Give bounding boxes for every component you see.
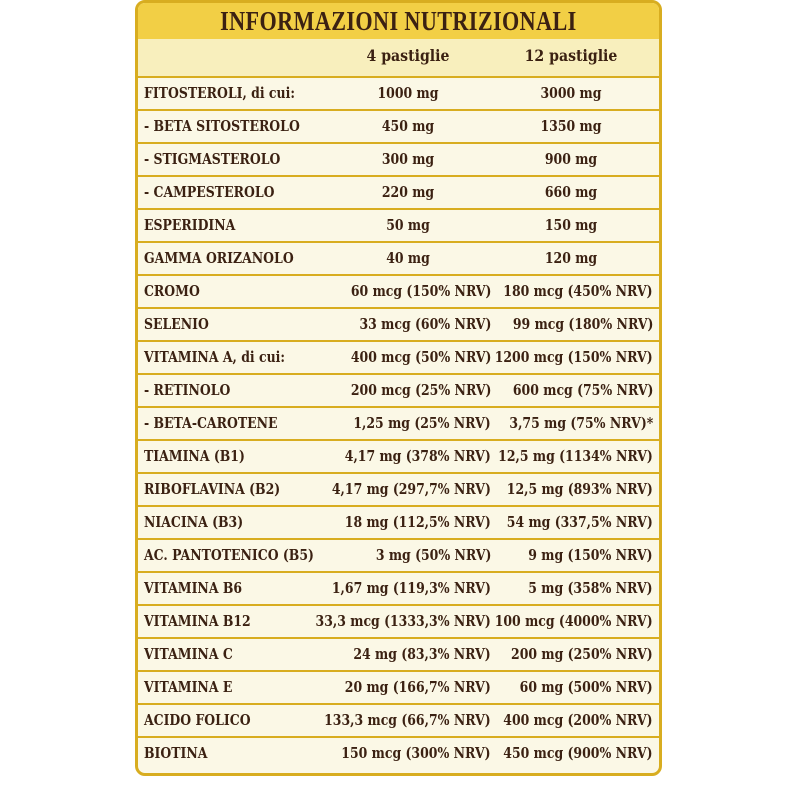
- table-row: [138, 573, 659, 606]
- value-4-pastiglie: 1,25 mg (25% NRV): [353, 415, 491, 432]
- value-4-pastiglie: 3 mg (50% NRV): [375, 547, 491, 564]
- value-12-pastiglie: 1200 mcg (150% NRV): [495, 349, 653, 366]
- value-12-pastiglie: 660 mg: [544, 184, 598, 201]
- value-12-pastiglie: 900 mg: [544, 151, 598, 168]
- value-12-pastiglie: 12,5 mg (1134% NRV): [498, 448, 653, 465]
- value-4-pastiglie: 1,67 mg (119,3% NRV): [331, 580, 491, 597]
- value-12-pastiglie: 60 mg (500% NRV): [520, 679, 653, 696]
- value-12-pastiglie: 450 mcg (900% NRV): [503, 745, 653, 762]
- value-4-pastiglie: 18 mg (112,5% NRV): [345, 514, 491, 531]
- nutrient-name: RIBOFLAVINA (B2): [144, 481, 281, 498]
- panel-title-text: INFORMAZIONI NUTRIZIONALI: [220, 5, 577, 36]
- value-12-pastiglie: 400 mcg (200% NRV): [503, 712, 653, 729]
- table-row: [138, 672, 659, 705]
- value-12-pastiglie: 54 mg (337,5% NRV): [507, 514, 653, 531]
- table-row: [138, 639, 659, 672]
- table-row: [138, 210, 659, 243]
- value-12-pastiglie: 3000 mg: [540, 85, 602, 102]
- table-row: [138, 243, 659, 276]
- nutrient-name: TIAMINA (B1): [144, 448, 245, 465]
- table-row: [138, 441, 659, 474]
- value-4-pastiglie: 60 mcg (150% NRV): [350, 283, 491, 300]
- nutrition-panel: [135, 0, 662, 776]
- table-row: [138, 408, 659, 441]
- value-12-pastiglie: 180 mcg (450% NRV): [503, 283, 653, 300]
- value-12-pastiglie: 3,75 mg (75% NRV)*: [509, 415, 653, 432]
- nutrient-name: - RETINOLO: [144, 382, 231, 399]
- value-12-pastiglie: 200 mg (250% NRV): [511, 646, 653, 663]
- nutrient-name: SELENIO: [144, 316, 209, 333]
- value-4-pastiglie: 150 mcg (300% NRV): [341, 745, 491, 762]
- column-header-12-pastiglie: 12 pastiglie: [524, 46, 618, 65]
- value-12-pastiglie: 12,5 mg (893% NRV): [507, 481, 653, 498]
- nutrient-name: AC. PANTOTENICO (B5): [144, 547, 314, 564]
- table-row: [138, 738, 659, 771]
- value-4-pastiglie: 20 mg (166,7% NRV): [345, 679, 491, 696]
- value-12-pastiglie: 600 mcg (75% NRV): [512, 382, 653, 399]
- nutrient-name: CROMO: [144, 283, 200, 300]
- nutrient-name: VITAMINA C: [144, 646, 233, 663]
- value-4-pastiglie: 200 mcg (25% NRV): [350, 382, 491, 399]
- value-4-pastiglie: 1000 mg: [377, 85, 439, 102]
- value-12-pastiglie: 5 mg (358% NRV): [528, 580, 653, 597]
- value-12-pastiglie: 99 mcg (180% NRV): [512, 316, 653, 333]
- nutrient-name: BIOTINA: [144, 745, 208, 762]
- value-4-pastiglie: 50 mg: [386, 217, 430, 234]
- value-4-pastiglie: 33 mcg (60% NRV): [359, 316, 491, 333]
- value-4-pastiglie: 450 mg: [381, 118, 435, 135]
- nutrient-name: VITAMINA E: [144, 679, 233, 696]
- table-row: [138, 342, 659, 375]
- value-4-pastiglie: 4,17 mg (378% NRV): [345, 448, 491, 465]
- panel-title: [138, 3, 659, 39]
- table-row: [138, 540, 659, 573]
- nutrient-name: VITAMINA B6: [144, 580, 243, 597]
- value-4-pastiglie: 220 mg: [381, 184, 435, 201]
- value-4-pastiglie: 40 mg: [386, 250, 430, 267]
- table-row: [138, 309, 659, 342]
- table-row: [138, 375, 659, 408]
- nutrient-name: - BETA SITOSTEROLO: [144, 118, 300, 135]
- column-header-4-pastiglie: 4 pastiglie: [366, 46, 450, 65]
- nutrient-name: ESPERIDINA: [144, 217, 236, 234]
- value-4-pastiglie: 400 mcg (50% NRV): [350, 349, 491, 366]
- value-4-pastiglie: 133,3 mcg (66,7% NRV): [324, 712, 491, 729]
- nutrient-name: - STIGMASTEROLO: [144, 151, 281, 168]
- table-row: [138, 78, 659, 111]
- table-row: [138, 474, 659, 507]
- table-row: [138, 276, 659, 309]
- value-12-pastiglie: 150 mg: [544, 217, 598, 234]
- value-4-pastiglie: 300 mg: [381, 151, 435, 168]
- value-4-pastiglie: 4,17 mg (297,7% NRV): [331, 481, 491, 498]
- value-12-pastiglie: 9 mg (150% NRV): [528, 547, 653, 564]
- table-row: [138, 177, 659, 210]
- nutrient-name: NIACINA (B3): [144, 514, 244, 531]
- value-12-pastiglie: 120 mg: [544, 250, 598, 267]
- table-row: [138, 606, 659, 639]
- value-4-pastiglie: 33,3 mcg (1333,3% NRV): [315, 613, 491, 630]
- value-4-pastiglie: 24 mg (83,3% NRV): [353, 646, 491, 663]
- table-row: [138, 705, 659, 738]
- nutrient-name: VITAMINA A, di cui:: [144, 349, 285, 366]
- table-row: [138, 111, 659, 144]
- nutrient-name: GAMMA ORIZANOLO: [144, 250, 294, 267]
- nutrient-name: VITAMINA B12: [144, 613, 251, 630]
- nutrient-name: - BETA-CAROTENE: [144, 415, 278, 432]
- nutrient-name: - CAMPESTEROLO: [144, 184, 275, 201]
- nutrient-name: FITOSTEROLI, di cui:: [144, 85, 295, 102]
- nutrient-name: ACIDO FOLICO: [144, 712, 251, 729]
- table-row: [138, 507, 659, 540]
- column-header: [138, 39, 659, 78]
- value-12-pastiglie: 100 mcg (4000% NRV): [495, 613, 653, 630]
- table-row: [138, 144, 659, 177]
- value-12-pastiglie: 1350 mg: [540, 118, 602, 135]
